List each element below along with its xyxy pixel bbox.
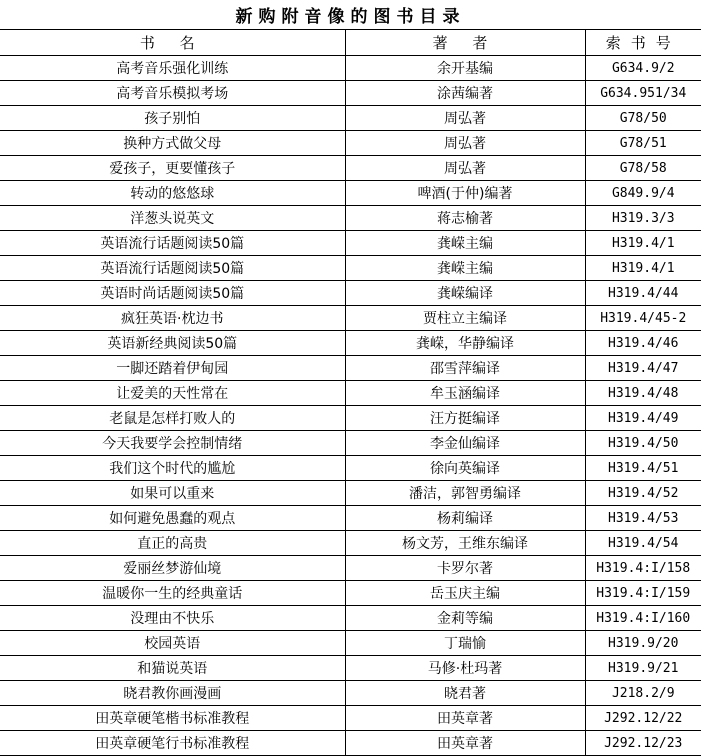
call-number-cell: H319.4/48 xyxy=(585,381,701,406)
author-cell: 潘洁，郭智勇编译 xyxy=(345,481,585,506)
author-cell: 邵雪萍编译 xyxy=(345,356,585,381)
table-row xyxy=(0,731,701,756)
call-number-cell: H319.4/1 xyxy=(585,256,701,281)
call-number-cell: H319.4/49 xyxy=(585,406,701,431)
table-row xyxy=(0,381,701,406)
author-cell: 啤酒(于仲)编著 xyxy=(345,181,585,206)
call-number-cell: G78/51 xyxy=(585,131,701,156)
table-row xyxy=(0,681,701,706)
author-cell: 杨文芳，王维东编译 xyxy=(345,531,585,556)
call-number-cell: J292.12/22 xyxy=(585,706,701,731)
author-cell: 晓君著 xyxy=(345,681,585,706)
book-title-cell: 爱丽丝梦游仙境 xyxy=(0,556,345,581)
book-title-cell: 温暖你一生的经典童话 xyxy=(0,581,345,606)
book-title-cell: 让爱美的天性常在 xyxy=(0,381,345,406)
author-cell: 岳玉庆主编 xyxy=(345,581,585,606)
call-number-cell: G78/50 xyxy=(585,106,701,131)
table-row xyxy=(0,431,701,456)
book-title-cell: 英语新经典阅读50篇 xyxy=(0,331,345,356)
table-row xyxy=(0,531,701,556)
book-title-cell: 爱孩子，更要懂孩子 xyxy=(0,156,345,181)
catalog-table xyxy=(0,30,701,756)
table-row xyxy=(0,581,701,606)
table-row xyxy=(0,106,701,131)
book-title-cell: 高考音乐模拟考场 xyxy=(0,81,345,106)
catalog-title: 新购附音像的图书目录 xyxy=(0,0,701,30)
book-title-cell: 转动的悠悠球 xyxy=(0,181,345,206)
author-cell: 龚嵘编译 xyxy=(345,281,585,306)
author-cell: 余开基编 xyxy=(345,56,585,81)
table-row xyxy=(0,506,701,531)
author-cell: 周弘著 xyxy=(345,156,585,181)
author-cell: 丁瑞愉 xyxy=(345,631,585,656)
call-number-cell: H319.4/52 xyxy=(585,481,701,506)
book-title-cell: 我们这个时代的尴尬 xyxy=(0,456,345,481)
table-row xyxy=(0,56,701,81)
author-cell: 马修·杜玛著 xyxy=(345,656,585,681)
table-row xyxy=(0,331,701,356)
book-title-cell: 一脚还踏着伊甸园 xyxy=(0,356,345,381)
author-cell: 田英章著 xyxy=(345,706,585,731)
call-number-cell: H319.4:I/160 xyxy=(585,606,701,631)
book-title-cell: 和猫说英语 xyxy=(0,656,345,681)
book-title-cell: 田英章硬笔楷书标准教程 xyxy=(0,706,345,731)
table-row xyxy=(0,481,701,506)
table-row xyxy=(0,406,701,431)
author-cell: 贾柱立主编译 xyxy=(345,306,585,331)
author-cell: 周弘著 xyxy=(345,106,585,131)
call-number-cell: J218.2/9 xyxy=(585,681,701,706)
book-title-cell: 换种方式做父母 xyxy=(0,131,345,156)
call-number-cell: H319.4/54 xyxy=(585,531,701,556)
table-row xyxy=(0,306,701,331)
table-row xyxy=(0,706,701,731)
author-cell: 龚嵘主编 xyxy=(345,231,585,256)
book-title-cell: 孩子别怕 xyxy=(0,106,345,131)
author-cell: 蒋志榆著 xyxy=(345,206,585,231)
table-row xyxy=(0,281,701,306)
book-title-cell: 今天我要学会控制情绪 xyxy=(0,431,345,456)
table-row xyxy=(0,156,701,181)
call-number-cell: J292.12/23 xyxy=(585,731,701,756)
author-cell: 金莉等编 xyxy=(345,606,585,631)
column-header-call-number: 索书号 xyxy=(585,30,701,56)
author-cell: 田英章著 xyxy=(345,731,585,756)
table-row xyxy=(0,131,701,156)
call-number-cell: G634.9/2 xyxy=(585,56,701,81)
author-cell: 周弘著 xyxy=(345,131,585,156)
call-number-cell: G634.951/34 xyxy=(585,81,701,106)
book-title-cell: 英语流行话题阅读50篇 xyxy=(0,231,345,256)
book-title-cell: 疯狂英语·枕边书 xyxy=(0,306,345,331)
call-number-cell: H319.3/3 xyxy=(585,206,701,231)
column-header-author: 著 者 xyxy=(345,30,585,56)
table-row xyxy=(0,606,701,631)
book-title-cell: 洋葱头说英文 xyxy=(0,206,345,231)
call-number-cell: H319.4/44 xyxy=(585,281,701,306)
table-row xyxy=(0,356,701,381)
author-cell: 龚嵘主编 xyxy=(345,256,585,281)
call-number-cell: H319.4:I/158 xyxy=(585,556,701,581)
call-number-cell: H319.4/53 xyxy=(585,506,701,531)
table-row xyxy=(0,256,701,281)
book-title-cell: 英语流行话题阅读50篇 xyxy=(0,256,345,281)
call-number-cell: H319.4/50 xyxy=(585,431,701,456)
author-cell: 李金仙编译 xyxy=(345,431,585,456)
author-cell: 龚嵘，华静编译 xyxy=(345,331,585,356)
table-row xyxy=(0,206,701,231)
call-number-cell: H319.4/47 xyxy=(585,356,701,381)
table-body xyxy=(0,56,701,756)
call-number-cell: G78/58 xyxy=(585,156,701,181)
book-title-cell: 田英章硬笔行书标准教程 xyxy=(0,731,345,756)
table-row xyxy=(0,556,701,581)
book-title-cell: 如何避免愚蠢的观点 xyxy=(0,506,345,531)
call-number-cell: G849.9/4 xyxy=(585,181,701,206)
call-number-cell: H319.4/46 xyxy=(585,331,701,356)
table-row xyxy=(0,456,701,481)
book-title-cell: 老鼠是怎样打败人的 xyxy=(0,406,345,431)
table-row xyxy=(0,231,701,256)
book-title-cell: 直正的高贵 xyxy=(0,531,345,556)
author-cell: 卡罗尔著 xyxy=(345,556,585,581)
column-header-title: 书 名 xyxy=(0,30,345,56)
book-title-cell: 晓君教你画漫画 xyxy=(0,681,345,706)
header-row xyxy=(0,30,701,56)
table-row xyxy=(0,656,701,681)
call-number-cell: H319.9/20 xyxy=(585,631,701,656)
book-title-cell: 高考音乐强化训练 xyxy=(0,56,345,81)
book-title-cell: 校园英语 xyxy=(0,631,345,656)
author-cell: 涂茜编著 xyxy=(345,81,585,106)
call-number-cell: H319.4/45-2 xyxy=(585,306,701,331)
author-cell: 杨莉编译 xyxy=(345,506,585,531)
book-title-cell: 英语时尚话题阅读50篇 xyxy=(0,281,345,306)
author-cell: 汪方挺编译 xyxy=(345,406,585,431)
author-cell: 牟玉涵编译 xyxy=(345,381,585,406)
call-number-cell: H319.9/21 xyxy=(585,656,701,681)
call-number-cell: H319.4/1 xyxy=(585,231,701,256)
table-row xyxy=(0,81,701,106)
table-row xyxy=(0,631,701,656)
book-title-cell: 如果可以重来 xyxy=(0,481,345,506)
book-title-cell: 没理由不快乐 xyxy=(0,606,345,631)
author-cell: 徐向英编译 xyxy=(345,456,585,481)
call-number-cell: H319.4:I/159 xyxy=(585,581,701,606)
table-row xyxy=(0,181,701,206)
call-number-cell: H319.4/51 xyxy=(585,456,701,481)
